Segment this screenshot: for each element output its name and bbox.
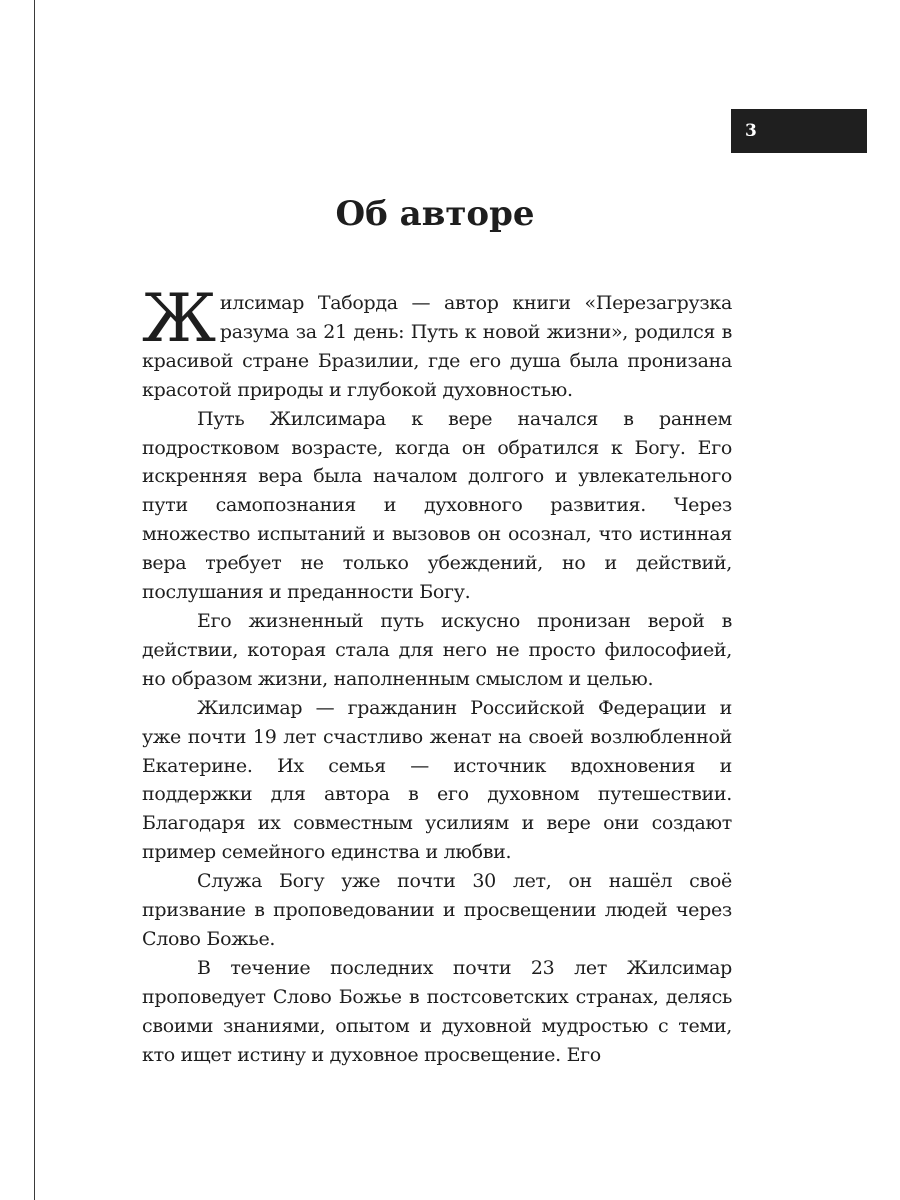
paragraph-3: Его жизненный путь искусно пронизан верой в действии, которая стала для него не просто философией, но образом жизни, наполненным смыслом и целью.	[142, 609, 732, 690]
paragraph-2: Путь Жилсимара к вере начался в раннем подростковом возрасте, когда он обратился к Богу. Его искренняя вера была началом долгого и увлекательного пути самопознания и духовного развития. Через множество испытаний и вызовов он осознал, что истинная вера требует не только убеждений, но и действий, послушания и преданности Богу.	[142, 407, 732, 604]
drop-cap: Ж	[142, 280, 216, 357]
page-title: Об авторе	[335, 194, 535, 234]
paragraph-1-text: илсимар Таборда — автор книги «Перезагрузка разума за 21 день: Путь к новой жизни», родился в красивой стране Бразилии, где его душа была пронизана красотой природы и глубокой духовностью.	[142, 292, 732, 401]
paragraph-5: Служа Богу уже почти 30 лет, он нашёл своё призвание в проповедовании и просвещении людей через Слово Божье.	[142, 870, 732, 950]
page-number: 3	[745, 121, 757, 141]
page-number-tab	[731, 109, 867, 153]
page-margin-rule	[34, 0, 35, 1200]
paragraph-6: В течение последних почти 23 лет Жилсимар проповедует Слово Божье в постсоветских странах, делясь своими знаниями, опытом и духовной мудростью с теми, кто ищет истину и духовное просвещение. Его	[142, 956, 732, 1066]
paragraph-4: Жилсимар — гражданин Российской Федерации и уже почти 19 лет счастливо женат на своей возлюбленной Екатерине. Их семья — источник вдохновения и поддержки для автора в его духовном путешествии. Благодаря их совместным усилиям и вере они создают пример семейного единства и любви.	[142, 696, 732, 864]
paragraph-1	[142, 280, 732, 405]
body-text	[142, 280, 732, 1069]
